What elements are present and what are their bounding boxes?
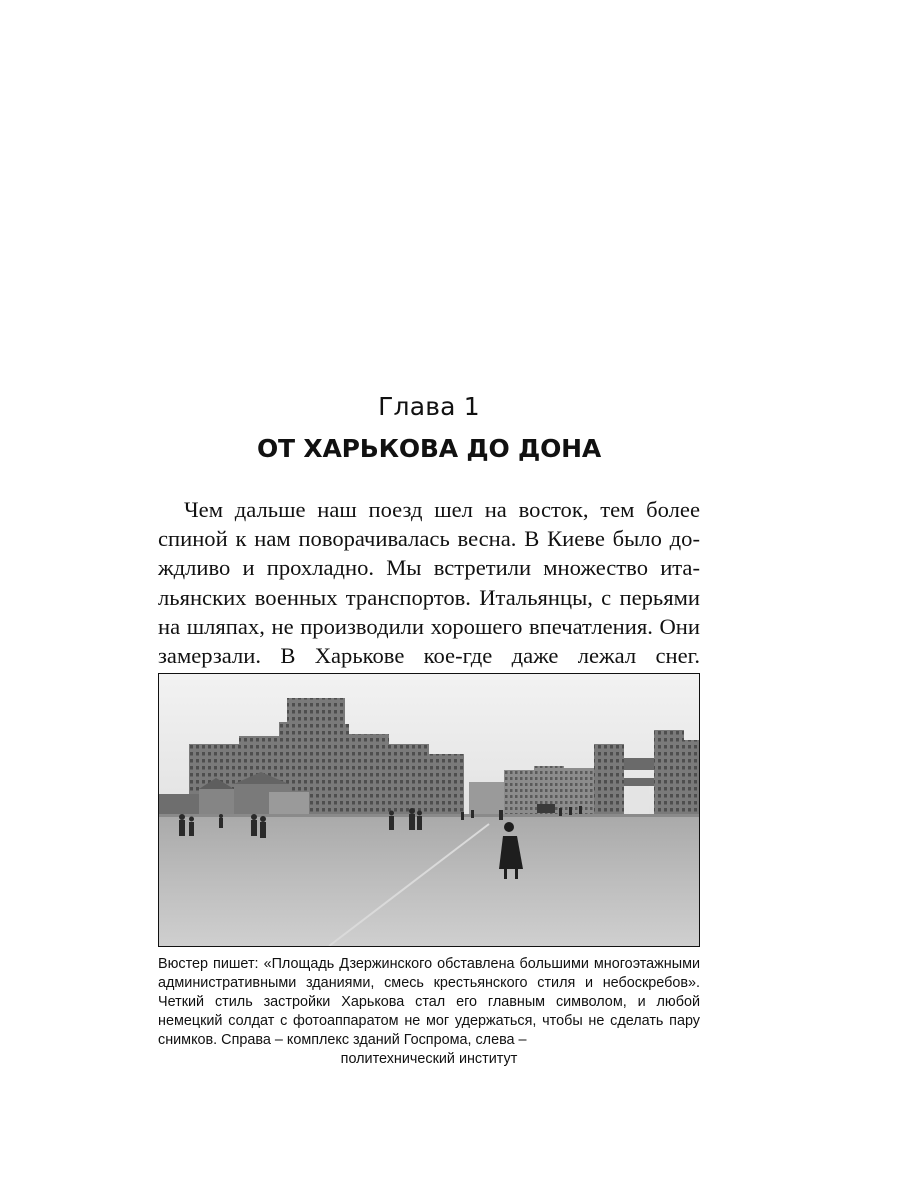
photo-caption (158, 955, 700, 1069)
body-paragraph: Чем дальше наш поезд шел на восток, тем более спиной к нам поворачивалась весна. В Киеве было дождливо и прохладно. Мы встретили множество итальянских военных транспортов. Итальянцы, с перьями на шляпах, не производили хорошего впечатления. Они замерзали. В Харькове кое-где даже лежал снег. (158, 497, 700, 669)
chapter-label: Глава 1 (378, 392, 480, 421)
caption-main: Вюстер пишет: «Площадь Дзержинского обставлена большими многоэтажными административными зданиями, смесь крестьянского стиля и небоскребов». Четкий стиль застройки Харькова стал его главным символом, и любой немецкий солдат с фотоаппаратом не мог удержаться, чтобы не сделать пару снимков. Справа – комплекс зданий Госпрома, слева – (158, 956, 700, 1048)
photo-square-image (159, 674, 699, 946)
ground (159, 814, 699, 946)
curb-line (159, 814, 699, 817)
caption-last-line: политехнический институт (340, 1051, 518, 1067)
chapter-title: ОТ ХАРЬКОВА ДО ДОНА (256, 434, 601, 463)
photo-frame (158, 673, 700, 947)
